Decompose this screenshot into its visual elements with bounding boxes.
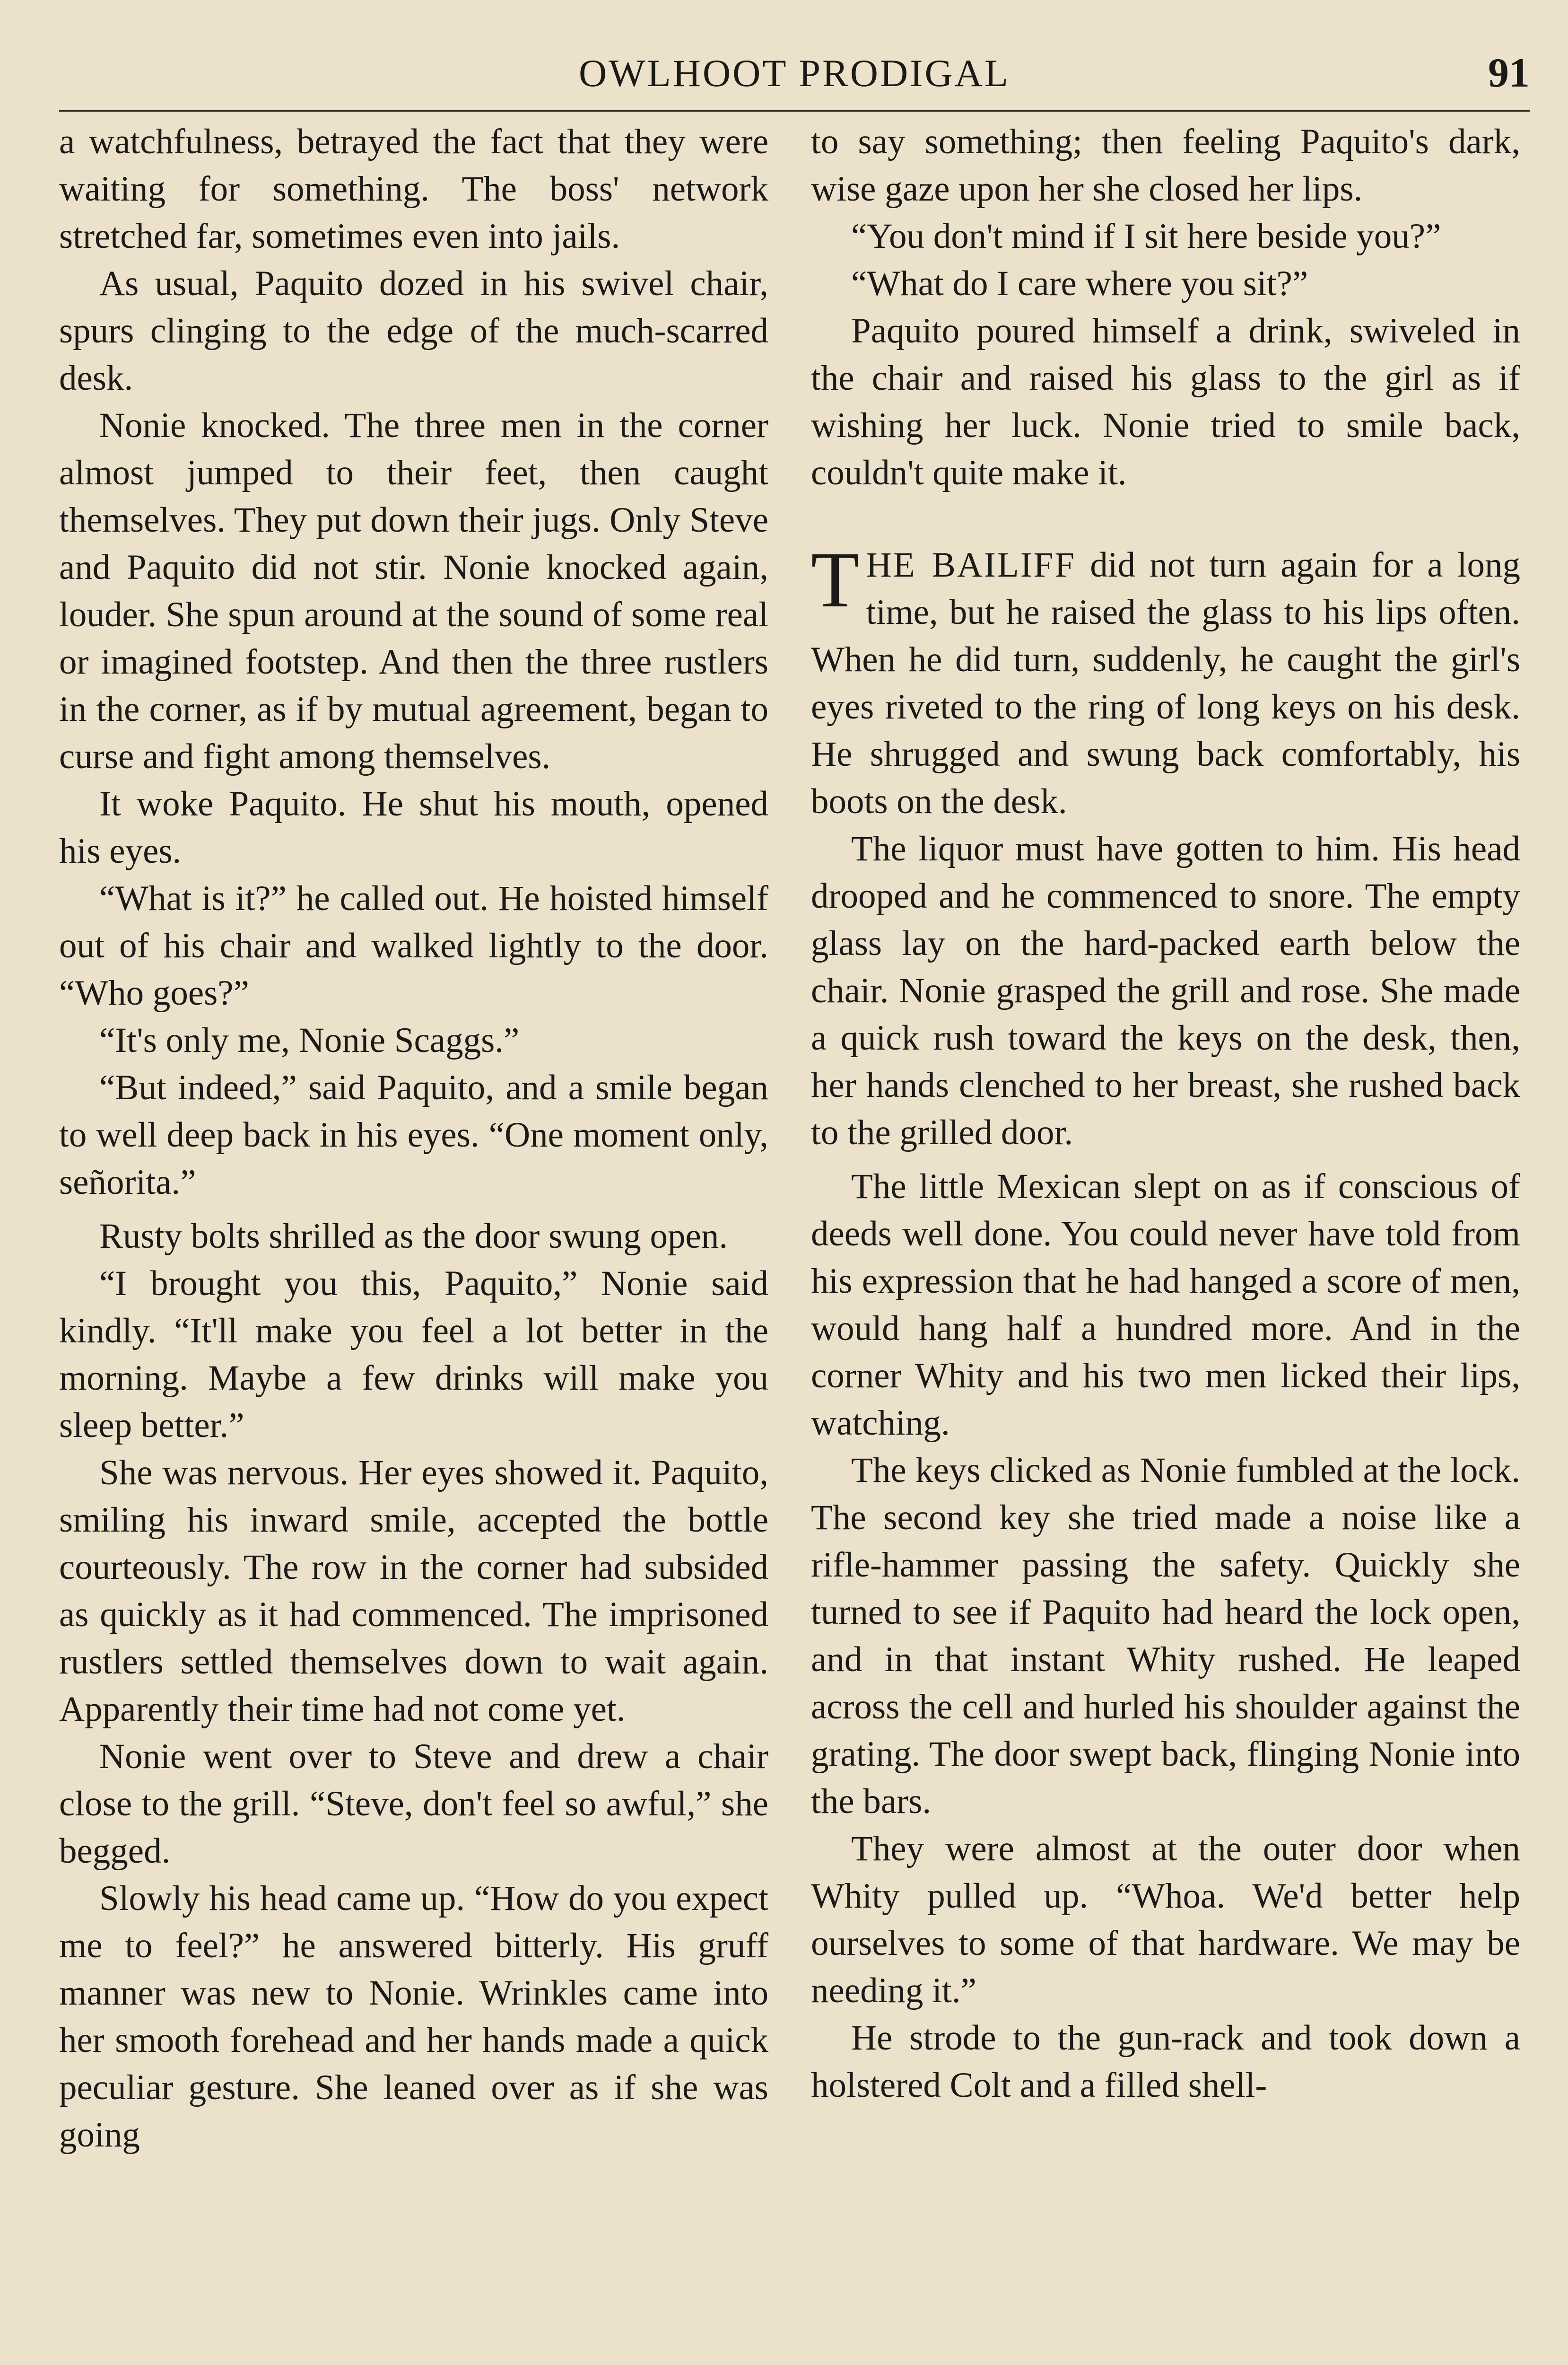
paragraph-text: “What do I care where you sit?” — [851, 264, 1308, 303]
page-number: 91 — [1488, 50, 1530, 96]
paragraph-text: The little Mexican slept on as if conscious of deeds well done. You could never have told from his expression that he had hanged a score of men, would hang half a hundred more. And in the corner Whity and his two men licked their lips, watching. — [811, 1167, 1520, 1443]
paragraph — [59, 1064, 768, 1206]
paragraph — [59, 260, 768, 402]
section-lead-in: HE BAILIFF — [866, 545, 1076, 585]
paragraph — [811, 260, 1520, 307]
paragraph-text: Paquito poured himself a drink, swiveled in the chair and raised his glass to the girl as if wishing her luck. Nonie tried to smile back, couldn't quite make it. — [811, 311, 1520, 492]
paragraph — [811, 825, 1520, 1156]
page-header — [59, 40, 1530, 106]
paragraph-text: “You don't mind if I sit here beside you?” — [851, 217, 1441, 256]
paragraph — [59, 1449, 768, 1733]
paragraph-text: The keys clicked as Nonie fumbled at the lock. The second key she tried made a noise like a rifle-hammer passing the safety. Quickly she turned to see if Paquito had heard the lock open, and in that instant Whity rushed. He leaped across the cell and hurled his shoulder against the grating. The door swept back, flinging Nonie into the bars. — [811, 1451, 1520, 1821]
paragraph — [59, 875, 768, 1017]
paragraph — [811, 307, 1520, 497]
paragraph-text: did not turn again for a long time, but he raised the glass to his lips often. When he did turn, suddenly, he caught the girl's eyes riveted to the ring of long keys on his desk. He shrugged and swung back comfortably, his boots on the desk. — [811, 545, 1520, 821]
paragraph-text: Rusty bolts shrilled as the door swung open. — [99, 1217, 728, 1256]
paragraph — [811, 1825, 1520, 2015]
paragraph-text: Nonie knocked. The three men in the corner almost jumped to their feet, then caught themselves. They put down their jugs. Only Steve and Paquito did not stir. Nonie knocked again, louder. She spun around at the sound of some real or imagined footstep. And then the three rustlers in the corner, as if by mutual agreement, began to curse and fight among themselves. — [59, 406, 768, 776]
paragraph — [811, 1163, 1520, 1447]
paragraph-text: to say something; then feeling Paquito's dark, wise gaze upon her she closed her lips. — [811, 122, 1520, 209]
paragraph — [59, 780, 768, 875]
paragraph — [59, 1017, 768, 1064]
paragraph-text: a watchfulness, betrayed the fact that they were waiting for something. The boss' network stretched far, sometimes even into jails. — [59, 122, 768, 256]
header-rule — [59, 110, 1530, 112]
paragraph-text: Slowly his head came up. “How do you expect me to feel?” he answered bitterly. His gruff manner was new to Nonie. Wrinkles came into her smooth forehead and her hands made a quick peculiar gesture. She leaned over as if she was going — [59, 1879, 768, 2155]
paragraph — [59, 118, 768, 260]
paragraph — [811, 2015, 1520, 2109]
paragraph-text: Nonie went over to Steve and drew a chair close to the grill. “Steve, don't feel so awful,” she begged. — [59, 1737, 768, 1871]
paragraph-text: They were almost at the outer door when Whity pulled up. “Whoa. We'd better help ourselves to some of that hardware. We may be needing it.” — [811, 1829, 1520, 2010]
paragraph-text: He strode to the gun-rack and took down a holstered Colt and a filled shell- — [811, 2018, 1520, 2105]
paragraph — [59, 1733, 768, 1875]
right-column — [811, 118, 1520, 2365]
paragraph — [811, 1447, 1520, 1825]
paragraph-text: “What is it?” he called out. He hoisted himself out of his chair and walked lightly to the door. “Who goes?” — [59, 879, 768, 1013]
paragraph-text: “I brought you this, Paquito,” Nonie said kindly. “It'll make you feel a lot better in the morning. Maybe a few drinks will make you sleep better.” — [59, 1264, 768, 1445]
left-column — [59, 118, 768, 2365]
paragraph — [811, 118, 1520, 213]
paragraph — [811, 213, 1520, 260]
paragraph-text: “It's only me, Nonie Scaggs.” — [99, 1021, 520, 1060]
running-title: OWLHOOT PRODIGAL — [578, 52, 1010, 95]
paragraph — [59, 402, 768, 780]
paragraph-text: As usual, Paquito dozed in his swivel chair, spurs clinging to the edge of the much-scarred desk. — [59, 264, 768, 398]
paragraph — [59, 1260, 768, 1449]
paragraph — [59, 1213, 768, 1260]
paragraph-text: She was nervous. Her eyes showed it. Paquito, smiling his inward smile, accepted the bottle courteously. The row in the corner had subsided as quickly as it had commenced. The imprisoned rustlers settled themselves down to wait again. Apparently their time had not come yet. — [59, 1453, 768, 1729]
paragraph — [811, 536, 1520, 825]
paragraph-text: “But indeed,” said Paquito, and a smile began to well deep back in his eyes. “One moment only, señorita.” — [59, 1068, 768, 1202]
paragraph — [59, 1875, 768, 2159]
paragraph-text: It woke Paquito. He shut his mouth, opened his eyes. — [59, 784, 768, 871]
drop-cap: T — [811, 536, 860, 624]
paragraph-text: The liquor must have gotten to him. His head drooped and he commenced to snore. The empty glass lay on the hard-packed earth below the chair. Nonie grasped the grill and rose. She made a quick rush toward the keys on the desk, then, her hands clenched to her breast, she rushed back to the grilled door. — [811, 829, 1520, 1152]
